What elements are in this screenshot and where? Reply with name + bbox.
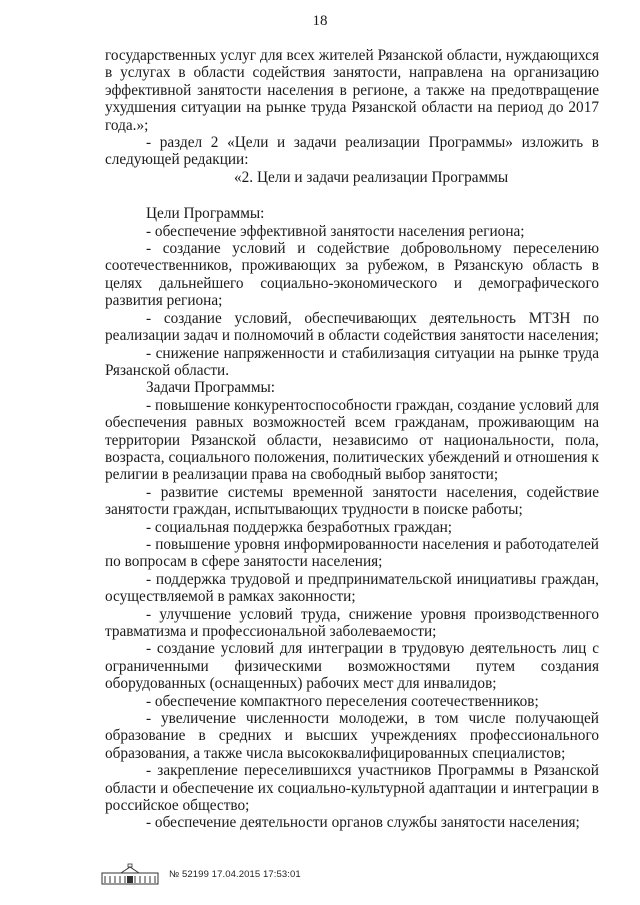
- document-footer: [101, 863, 301, 885]
- tasks-heading: Задачи Программы:: [146, 379, 276, 397]
- task-item: - развитие системы временной занятости населения, содействие занятости граждан, испытывающих трудности в поиске работы;: [105, 483, 599, 519]
- task-item: - повышение конкурентоспособности граждан, создание условий для обеспечения равных возможностей всем гражданам, проживающим на территории Рязанской области, независимо от национальности, пола, возраста, социального положения, политических убеждений и отношения к религии в реализации права на свободный выбор занятости;: [105, 396, 599, 484]
- task-item: - создание условий для интеграции в трудовую деятельность лиц с ограниченными физическими возможностями путем создания оборудованных (оснащенных) рабочих мест для инвалидов;: [105, 640, 599, 693]
- goal-item: - обеспечение эффективной занятости населения региона;: [146, 222, 525, 240]
- goal-item: - создание условий и содействие добровольному переселению соотечественников, проживающих за рубежом, в Рязанскую область в целях дальнейшего социально-экономического и демографического развития региона;: [105, 240, 599, 310]
- task-item: - улучшение условий труда, снижение уровня производственного травматизма и профессиональной заболеваемости;: [105, 605, 599, 640]
- task-item: - увеличение численности молодежи, в том числе получающей образование в средних и высших учреждениях профессионального образования, а также числа высококвалифицированных специалистов;: [105, 710, 599, 762]
- goal-item: - создание условий, обеспечивающих деятельность МТЗН по реализации задач и полномочий в области содействия занятости населения;: [105, 309, 599, 345]
- spacer: [105, 186, 599, 205]
- task-item: - повышение уровня информированности населения и работодателей по вопросам в сфере занятости населения;: [105, 535, 599, 571]
- document-body: [105, 47, 599, 832]
- section-title: «2. Цели и задачи реализации Программы: [234, 168, 509, 186]
- task-item: - поддержка трудовой и предпринимательской инициативы граждан, осуществляемой в рамках законности;: [105, 570, 599, 606]
- task-item: - социальная поддержка безработных граждан;: [146, 518, 453, 536]
- goal-item: - снижение напряженности и стабилизация ситуации на рынке труда Рязанской области.: [105, 344, 599, 379]
- page-number: 18: [312, 13, 328, 29]
- government-building-stamp-icon: [101, 863, 159, 885]
- paragraph-section-instruction: - раздел 2 «Цели и задачи реализации Программы» изложить в следующей редакции:: [105, 134, 599, 169]
- task-item: - обеспечение компактного переселения соотечественников;: [146, 692, 539, 710]
- task-item: - обеспечение деятельности органов службы занятости населения;: [146, 814, 580, 832]
- goals-heading: Цели Программы:: [146, 205, 265, 223]
- task-item: - закрепление переселившихся участников Программы в Рязанской области и обеспечение их социально-культурной адаптации и интеграции в российское общество;: [105, 762, 599, 815]
- document-id-timestamp: № 52199 17.04.2015 17:53:01: [169, 868, 301, 880]
- paragraph-intro-continuation: государственных услуг для всех жителей Рязанской области, нуждающихся в услугах в области содействия занятости, направлена на организацию эффективной занятости населения в регионе, а также на предотвращение ухудшения ситуации на рынке труда Рязанской области на период до 2017 года.»;: [105, 47, 599, 134]
